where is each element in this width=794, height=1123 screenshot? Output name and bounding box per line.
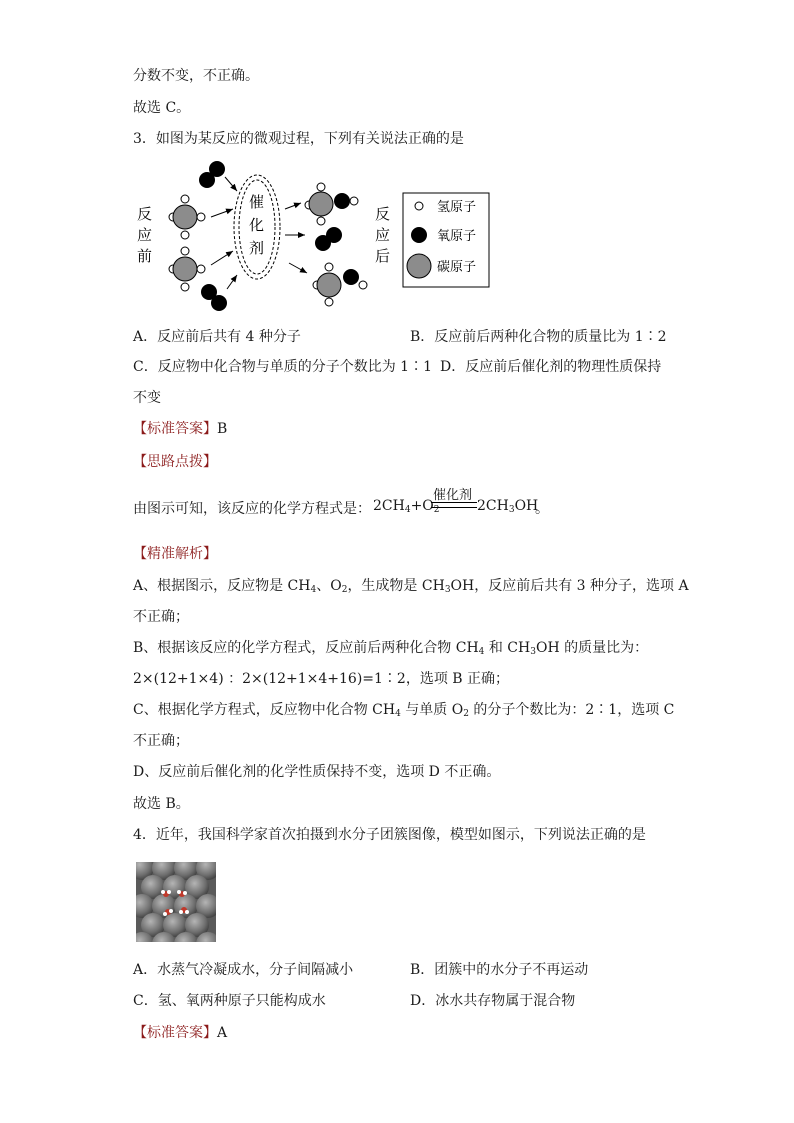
catalyst-char-3: 剂: [249, 239, 265, 257]
text-segment: C、根据化学方程式，反应物中化合物 CH: [133, 702, 396, 718]
analysis-c-cont: 不正确；: [133, 733, 189, 749]
answer-label: 【标准答案】: [133, 1025, 217, 1041]
analysis-a: A、根据图示，反应物是 $CH_4$、$O_2$，生成物是 $CH_3OH$，反应前后共有 3 种分子，选项 A: [133, 578, 689, 595]
before-label-1: 反: [137, 205, 153, 223]
answer-value: A: [217, 1025, 228, 1041]
question-3: 3．如图为某反应的微观过程，下列有关说法正确的是: [133, 131, 464, 147]
q4-option-d[interactable]: D．冰水共存物属于混合物: [410, 993, 576, 1009]
option-a[interactable]: A．反应前后共有 4 种分子: [133, 329, 301, 345]
hydrogen-legend-icon: [415, 202, 423, 210]
before-label-2: 应: [137, 226, 153, 244]
arrow: [285, 203, 301, 209]
methanol-molecule: [313, 263, 367, 306]
oxygen-legend-icon: [411, 227, 427, 243]
text-segment: 的分子个数比为：2∶1，选项 C: [468, 702, 675, 718]
text-line: 故选 C。: [133, 100, 191, 116]
catalyst-char-2: 化: [249, 216, 265, 234]
arrow: [225, 177, 237, 191]
q4-answer-line: [133, 1023, 227, 1043]
oxygen-molecule: [199, 161, 225, 188]
oxygen-molecule: [315, 227, 342, 251]
water-cluster-image: [136, 862, 216, 942]
answer-value: B: [217, 421, 228, 437]
equation-suffix: 。: [535, 501, 549, 517]
analysis-c: C、根据化学方程式，反应物中化合物 $CH_4$ 与单质 $O_2$ 的分子个数比为：2∶1，选项 C: [133, 702, 675, 719]
methanol-molecule: [305, 183, 358, 225]
text-line: 分数不变，不正确。: [133, 68, 259, 84]
option-d-cont: 不变: [133, 390, 161, 406]
text-segment: 与单质 O: [400, 702, 464, 718]
legend-hydrogen: 氢原子: [437, 200, 477, 215]
methane-molecule: [169, 195, 205, 239]
option-d[interactable]: D．反应前后催化剂的物理性质保持: [440, 359, 662, 375]
text-segment: OH 的质量比为：: [535, 640, 649, 656]
legend-oxygen: 氧原子: [437, 229, 477, 244]
reaction-diagram: [133, 155, 493, 315]
text-segment: ，生成物是 CH: [347, 578, 445, 594]
text-segment: A、根据图示，反应物是 CH: [133, 578, 311, 594]
text-segment: 和 CH: [484, 640, 531, 656]
option-c[interactable]: C．反应物中化合物与单质的分子个数比为 1∶1: [133, 359, 432, 375]
arrow: [289, 263, 307, 273]
oxygen-molecule: [201, 284, 227, 311]
analysis-b: B、根据该反应的化学方程式，反应前后两种化合物 $CH_4$ 和 $CH_3OH$ 的质量比为：: [133, 640, 649, 657]
text-segment: OH，反应前后共有 3 种分子，选项 A: [450, 578, 689, 594]
after-label-1: 反: [375, 205, 391, 223]
hint-label: 【思路点拨】: [133, 454, 217, 470]
analysis-a-cont: 不正确；: [133, 609, 189, 625]
choose-b: 故选 B。: [133, 796, 190, 812]
analysis-label: 【精准解析】: [133, 546, 217, 562]
before-label-3: 前: [137, 247, 153, 265]
analysis-b-calc: 2×(12+1×4) ：2×(12+1×4+16)=1∶2，选项 B 正确；: [133, 671, 510, 687]
question-4: 4．近年，我国科学家首次拍摄到水分子团簇图像，模型如图示，下列说法正确的是: [133, 827, 646, 843]
equation-reactants: $2CH_4+O_2$: [373, 498, 440, 515]
q4-option-a[interactable]: A．水蒸气冷凝成水，分子间隔减小: [133, 962, 354, 978]
text-segment: 、O: [316, 578, 342, 594]
arrow: [211, 209, 233, 217]
catalyst-char-1: 催: [249, 193, 265, 211]
legend-carbon: 碳原子: [437, 260, 477, 275]
methane-molecule: [169, 247, 205, 291]
equation-catalyst: 催化剂: [433, 488, 473, 503]
text-segment: B、根据该反应的化学方程式，反应前后两种化合物 CH: [133, 640, 479, 656]
equation-double-line: [431, 502, 477, 508]
answer-line: [133, 419, 227, 439]
analysis-d: D、反应前后催化剂的化学性质保持不变，选项 D 不正确。: [133, 764, 501, 780]
q4-option-b[interactable]: B．团簇中的水分子不再运动: [410, 962, 589, 978]
option-b[interactable]: B．反应前后两种化合物的质量比为 1∶2: [410, 329, 667, 345]
q4-option-c[interactable]: C．氢、氧两种原子只能构成水: [133, 993, 326, 1009]
after-label-3: 后: [375, 247, 391, 265]
arrow: [211, 251, 233, 265]
arrow: [227, 275, 237, 289]
answer-label: 【标准答案】: [133, 421, 217, 437]
equation-product: $2CH_3OH$: [477, 498, 539, 515]
after-label-2: 应: [375, 226, 391, 244]
equation-prefix: 由图示可知，该反应的化学方程式是：: [133, 501, 371, 517]
carbon-legend-icon: [407, 254, 431, 278]
